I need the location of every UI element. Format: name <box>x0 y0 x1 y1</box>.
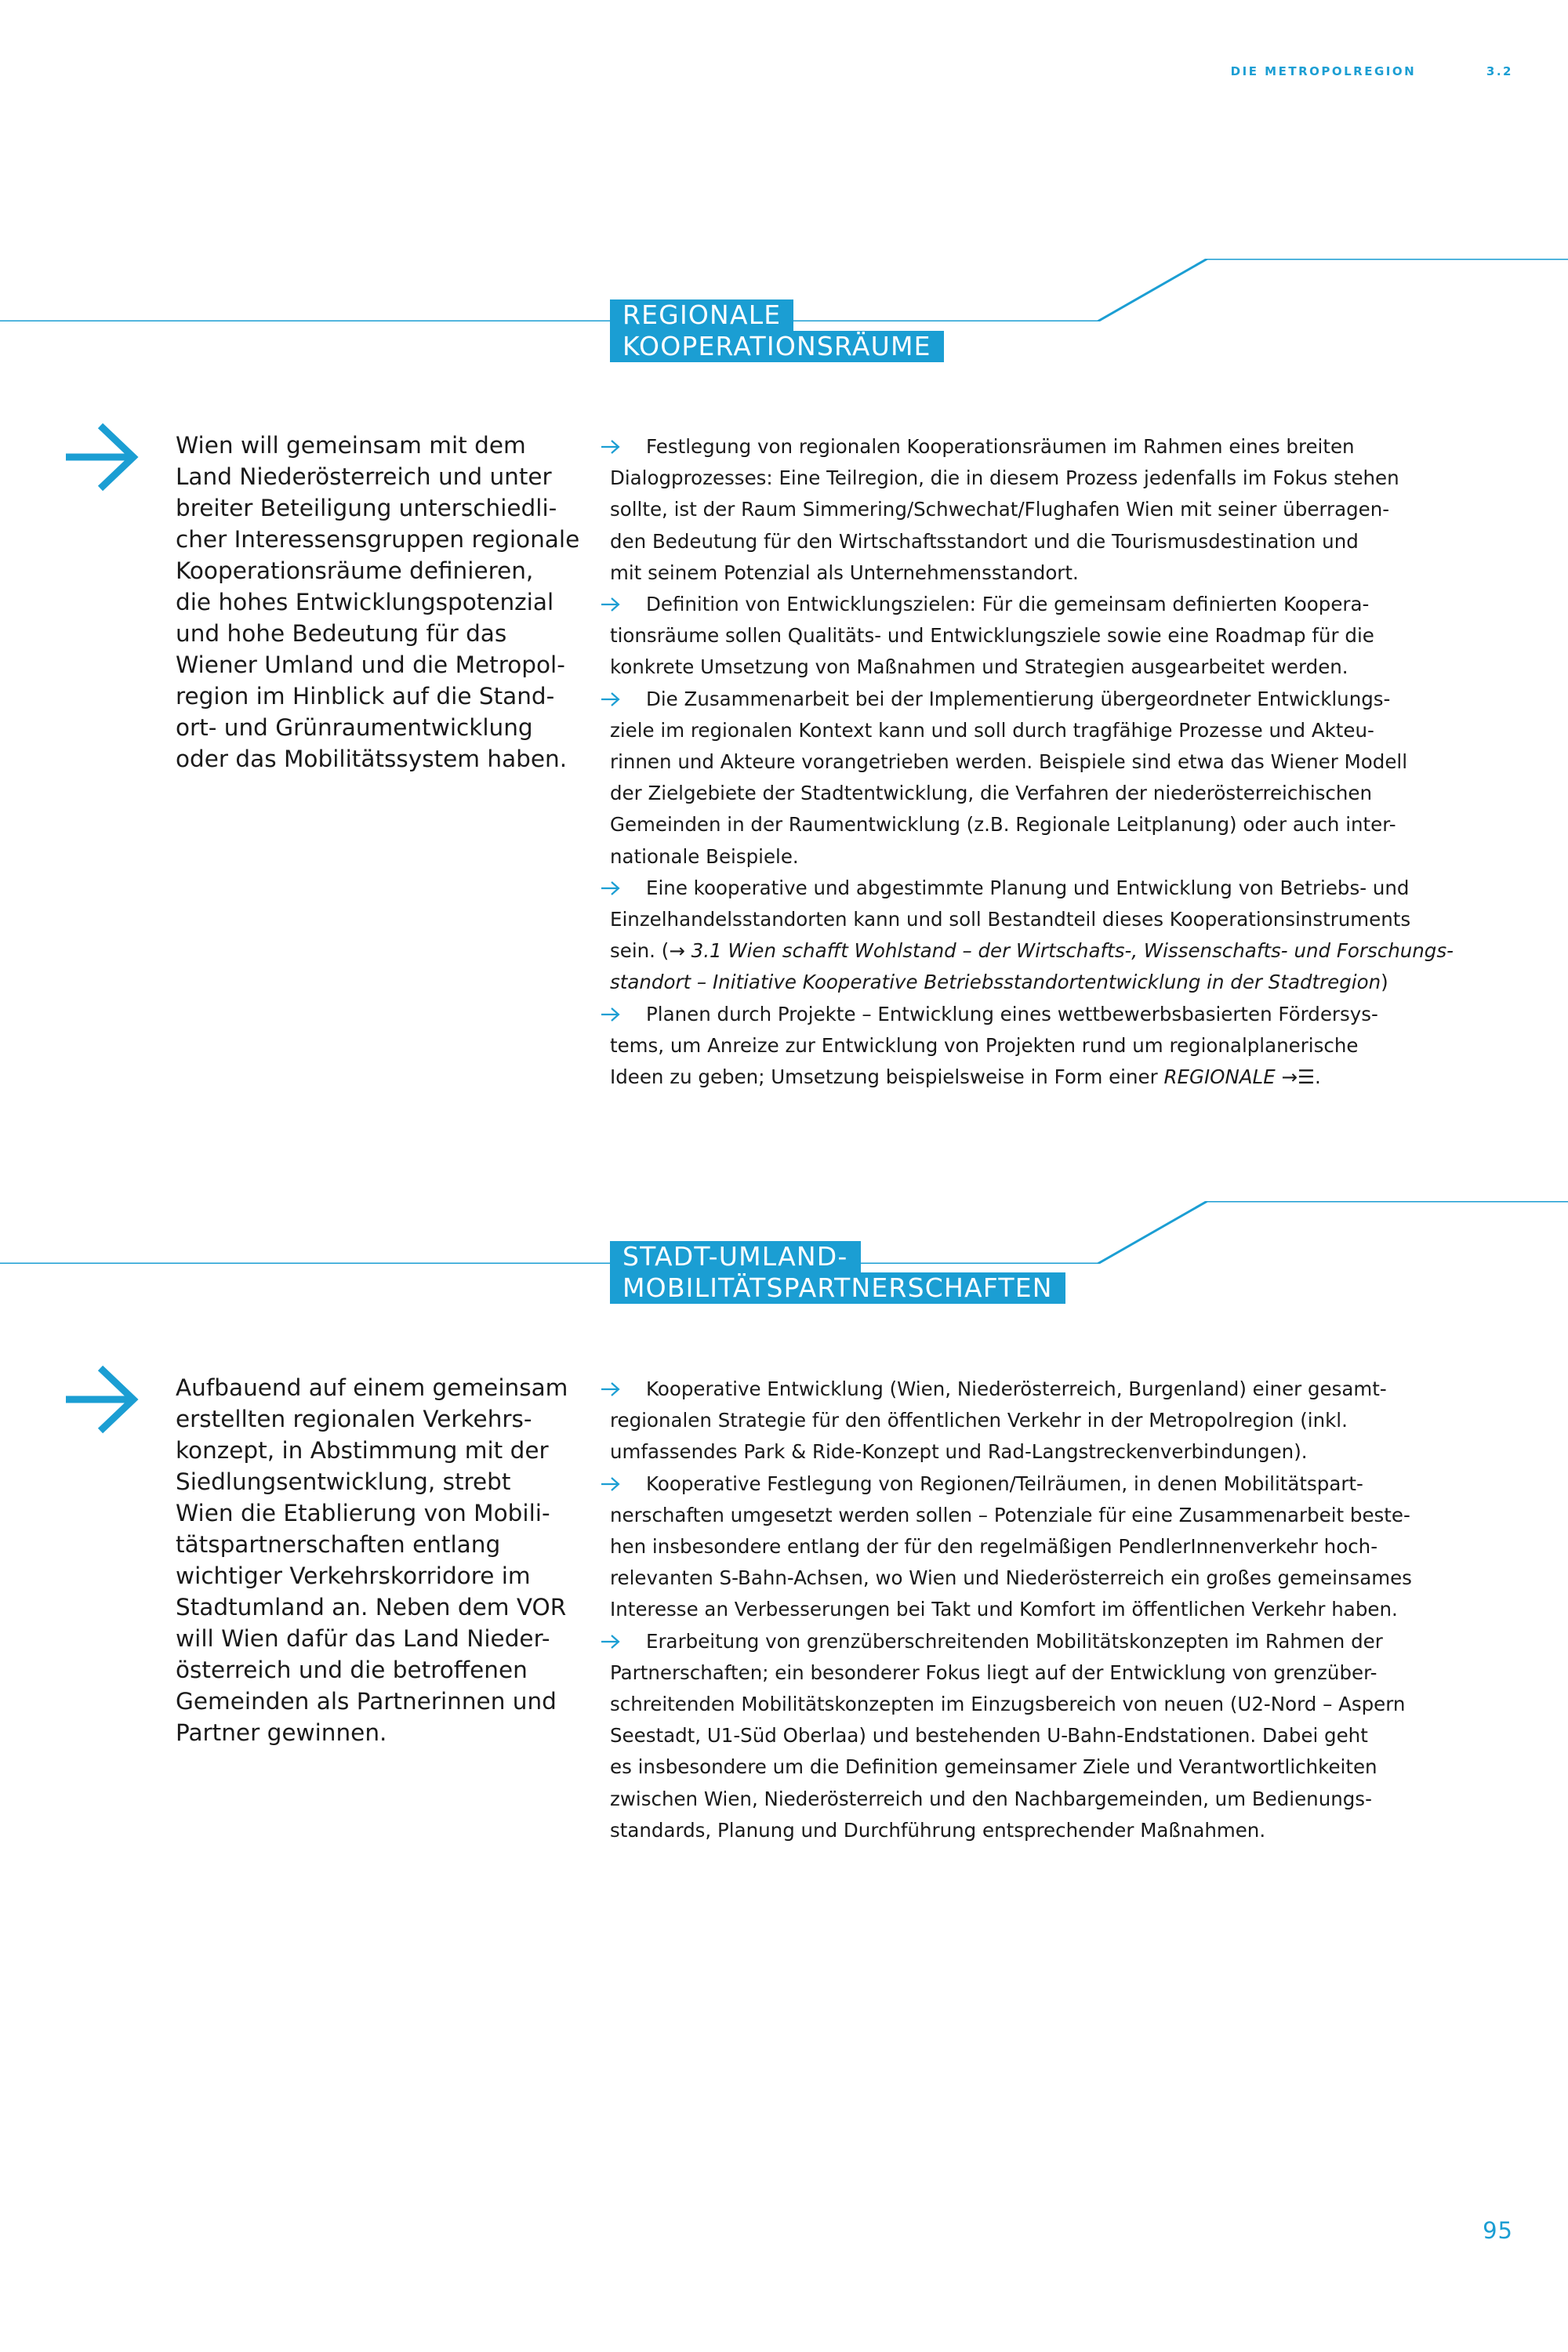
list-item-line: Kooperative Festlegung von Regionen/Teilräumen, in denen Mobilitätspart- <box>646 1472 1363 1495</box>
cross-reference-link[interactable]: 3.1 Wien schafft Wohlstand – der Wirtschafts-, Wissenschafts- und Forschungs- <box>684 939 1454 963</box>
list-item-line: tems, um Anreize zur Entwicklung von Projekten rund um regionalplanerische <box>610 1033 1359 1057</box>
bullet-list <box>610 1374 1519 1846</box>
intro-line: und hohe Bedeutung für das <box>176 620 507 647</box>
list-item-line: Definition von Entwicklungszielen: Für die gemeinsam definierten Koopera- <box>646 593 1370 616</box>
list-item-line <box>610 1062 1519 1093</box>
intro-line: Gemeinden als Partnerinnen und <box>176 1688 557 1715</box>
list-item-line: Einzelhandelsstandorten kann und soll Bestandteil dieses Kooperationsinstruments <box>610 908 1411 931</box>
list-item-line: Interesse an Verbesserungen bei Takt und Komfort im öffentlichen Verkehr haben. <box>610 1598 1398 1621</box>
arrow-right-icon: → <box>669 939 685 963</box>
intro-line: österreich und die betroffenen <box>176 1657 528 1683</box>
cross-reference-prefix: sein. ( <box>610 939 670 963</box>
arrow-right-icon <box>601 880 621 896</box>
list-item-line: ziele im regionalen Kontext kann und soll durch tragfähige Prozesse und Akteu- <box>610 718 1374 742</box>
list-item-line: den Bedeutung für den Wirtschaftsstandort und die Tourismusdestination und <box>610 529 1359 553</box>
list-item <box>610 431 1519 589</box>
list-item-line: zwischen Wien, Niederösterreich und den Nachbargemeinden, um Bedienungs- <box>610 1787 1372 1810</box>
list-item-line: Seestadt, U1-Süd Oberlaa) und bestehenden U-Bahn-Endstationen. Dabei geht <box>610 1724 1368 1748</box>
list-item-line: tionsräume sollen Qualitäts- und Entwicklungsziele sowie eine Roadmap für die <box>610 624 1374 648</box>
list-item-line: standards, Planung und Durchführung entsprechender Maßnahmen. <box>610 1818 1266 1842</box>
cross-reference-line <box>610 935 1519 967</box>
section-title-line: MOBILITÄTSPARTNERSCHAFTEN <box>610 1272 1065 1304</box>
arrow-right-icon <box>601 439 621 455</box>
section-title-regionale <box>610 299 944 362</box>
list-item-line: Erarbeitung von grenzüberschreitenden Mobilitätskonzepten im Rahmen der <box>646 1629 1383 1653</box>
cross-reference-suffix: ) <box>1381 971 1388 994</box>
intro-line: Stadtumland an. Neben dem VOR <box>176 1594 567 1621</box>
intro-line: die hohes Entwicklungspotenzial <box>176 589 554 615</box>
section-intro-text <box>176 1372 568 1748</box>
list-item-line: regionalen Strategie für den öffentlichen Verkehr in der Metropolregion (inkl. <box>610 1409 1348 1432</box>
list-item-line: umfassendes Park & Ride-Konzept und Rad-Langstreckenverbindungen). <box>610 1440 1308 1464</box>
list-item-line: Festlegung von regionalen Kooperationsräumen im Rahmen eines breiten <box>646 435 1355 458</box>
list-item-line: mit seinem Potenzial als Unternehmensstandort. <box>610 561 1079 584</box>
arrow-right-icon <box>63 422 140 492</box>
list-item-line: Gemeinden in der Raumentwicklung (z.B. Regionale Leitplanung) oder auch inter- <box>610 813 1396 837</box>
arrow-right-icon <box>601 1381 621 1397</box>
list-item-text: Ideen zu geben; Umsetzung beispielsweise in Form einer <box>610 1065 1164 1089</box>
list-item-line: Die Zusammenarbeit bei der Implementierung übergeordneter Entwicklungs- <box>646 687 1391 710</box>
intro-line: Land Niederösterreich und unter <box>176 463 552 490</box>
arrow-right-icon <box>63 1364 140 1435</box>
intro-line: Aufbauend auf einem gemeinsam <box>176 1374 568 1401</box>
list-item <box>610 999 1519 1094</box>
list-item-line: Dialogprozesses: Eine Teilregion, die in diesem Prozess jedenfalls im Fokus stehen <box>610 466 1399 490</box>
list-item-line: sollte, ist der Raum Simmering/Schwechat/Flughafen Wien mit seiner überragen- <box>610 498 1390 521</box>
section-intro-text <box>176 430 580 775</box>
list-item-line: hen insbesondere entlang der für den regelmäßigen PendlerInnenverkehr hoch- <box>610 1535 1378 1559</box>
list-item-line: der Zielgebiete der Stadtentwicklung, die Verfahren der niederösterreichischen <box>610 782 1373 805</box>
list-item-line: nerschaften umgesetzt werden sollen – Potenziale für eine Zusammenarbeit beste- <box>610 1503 1410 1526</box>
list-item <box>610 684 1519 873</box>
intro-line: ort- und Grünraumentwicklung <box>176 714 533 741</box>
intro-line: breiter Beteiligung unterschiedli- <box>176 495 557 521</box>
list-item-line: relevanten S-Bahn-Achsen, wo Wien und Niederösterreich ein großes gemeinsames <box>610 1566 1412 1590</box>
list-item <box>610 873 1519 999</box>
list-item-line: Partnerschaften; ein besonderer Fokus liegt auf der Entwicklung von grenzüber- <box>610 1661 1377 1684</box>
list-item <box>610 1626 1519 1846</box>
section-title-line: REGIONALE <box>610 299 793 331</box>
cross-reference-line <box>610 967 1519 998</box>
intro-line: wichtiger Verkehrskorridore im <box>176 1563 531 1589</box>
intro-line: region im Hinblick auf die Stand- <box>176 683 555 710</box>
intro-line: oder das Mobilitätssystem haben. <box>176 746 568 772</box>
arrow-right-icon <box>601 597 621 612</box>
intro-line: konzept, in Abstimmung mit der <box>176 1437 549 1464</box>
header-section-title: DIE METROPOLREGION <box>1230 64 1417 78</box>
cross-reference-link[interactable]: standort – Initiative Kooperative Betriebsstandortentwicklung in der Stadtregion <box>610 971 1381 994</box>
intro-line: erstellten regionalen Verkehrs- <box>176 1406 532 1432</box>
page-number: 95 <box>1483 2217 1513 2244</box>
list-item-line: Kooperative Entwicklung (Wien, Niederösterreich, Burgenland) einer gesamt- <box>646 1377 1387 1400</box>
intro-line: Wiener Umland und die Metropol- <box>176 652 565 678</box>
section-title-mobilitaet <box>610 1241 1065 1304</box>
intro-line: Wien will gemeinsam mit dem <box>176 432 526 459</box>
header-section-number: 3.2 <box>1486 64 1513 78</box>
list-item-line: nationale Beispiele. <box>610 844 799 868</box>
list-item-line: Eine kooperative und abgestimmte Planung und Entwicklung von Betriebs- und <box>646 876 1410 899</box>
intro-line: will Wien dafür das Land Nieder- <box>176 1625 550 1652</box>
bullet-list <box>610 431 1519 1093</box>
list-item-line: rinnen und Akteure vorangetrieben werden. Beispiele sind etwa das Wiener Modell <box>610 750 1408 774</box>
list-item <box>610 1468 1519 1626</box>
section-title-line: KOOPERATIONSRÄUME <box>610 331 944 362</box>
intro-line: tätspartnerschaften entlang <box>176 1531 501 1558</box>
list-item-line: konkrete Umsetzung von Maßnahmen und Strategien ausgearbeitet werden. <box>610 655 1348 679</box>
arrow-right-icon <box>601 1476 621 1492</box>
arrow-right-icon <box>601 1007 621 1022</box>
section-title-line: STADT-UMLAND- <box>610 1241 861 1272</box>
list-item-line: es insbesondere um die Definition gemeinsamer Ziele und Verantwortlichkeiten <box>610 1755 1377 1779</box>
list-item-line: Planen durch Projekte – Entwicklung eines wettbewerbsbasierten Fördersys- <box>646 1002 1378 1025</box>
list-item <box>610 589 1519 684</box>
arrow-right-icon <box>601 691 621 707</box>
intro-line: Siedlungsentwicklung, strebt <box>176 1468 511 1495</box>
intro-line: cher Interessensgruppen regionale <box>176 526 580 553</box>
intro-line: Kooperationsräume definieren, <box>176 557 534 584</box>
arrow-right-icon <box>601 1634 621 1650</box>
list-item-line: schreitenden Mobilitätskonzepten im Einzugsbereich von neuen (U2-Nord – Aspern <box>610 1693 1406 1716</box>
list-item <box>610 1374 1519 1468</box>
intro-line: Wien die Etablierung von Mobili- <box>176 1500 550 1526</box>
intro-line: Partner gewinnen. <box>176 1719 387 1746</box>
running-header <box>1231 64 1513 78</box>
list-icon[interactable]: →☰. <box>1275 1065 1321 1089</box>
regionale-term: REGIONALE <box>1163 1065 1276 1089</box>
